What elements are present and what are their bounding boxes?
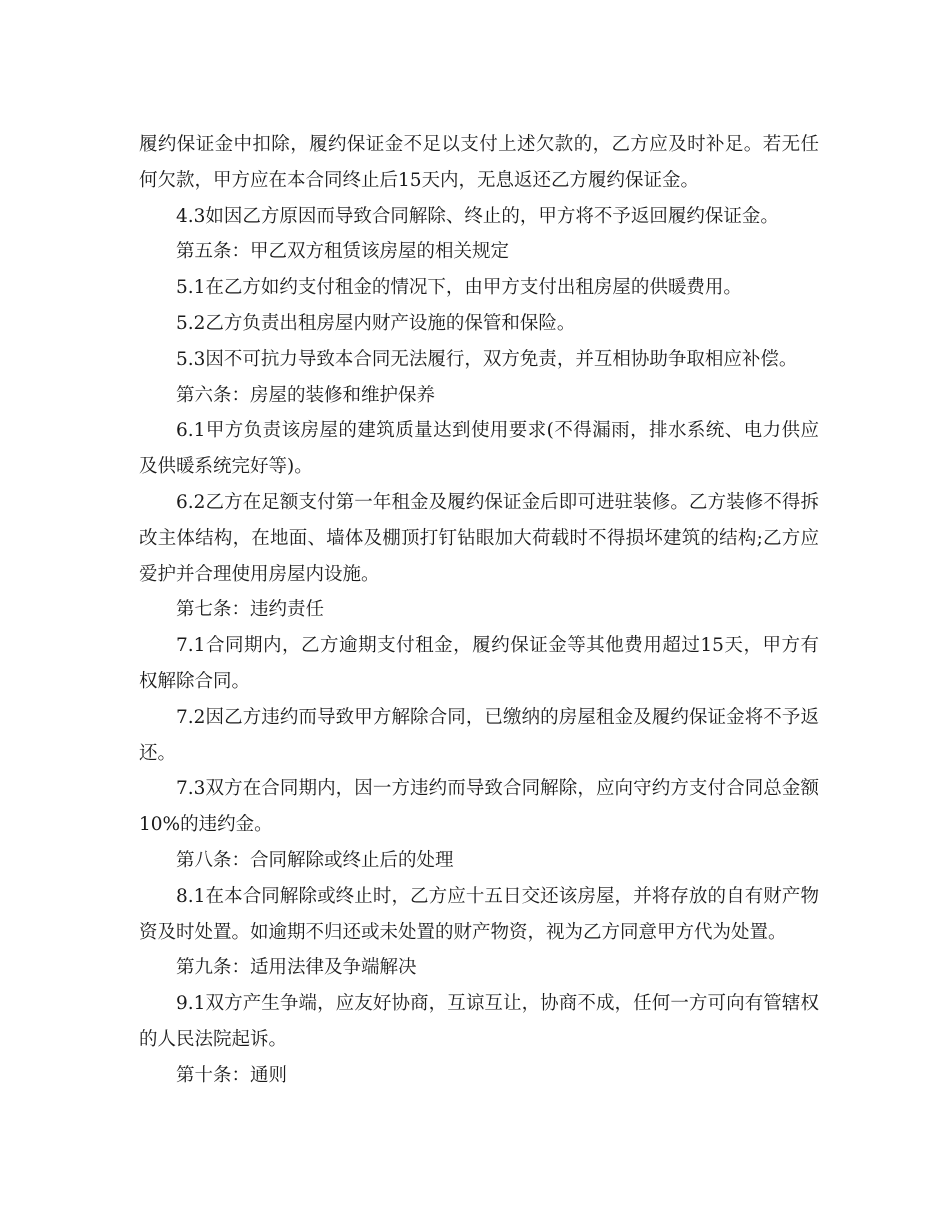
article-8-heading: 第八条：合同解除或终止后的处理 [176, 849, 454, 871]
paragraph-deposit-deduction: 履约保证金中扣除，履约保证金不足以支付上述欠款的，乙方应及时补足。若无任何欠款，甲方应在本合同终止后15天内，无息返还乙方履约保证金。 [139, 134, 819, 191]
clause-7-2: 7.2因乙方违约而导致甲方解除合同，已缴纳的房屋租金及履约保证金将不予返还。 [139, 706, 819, 764]
article-5-heading: 第五条：甲乙双方租赁该房屋的相关规定 [176, 241, 510, 263]
clause-4-3: 4.3如因乙方原因而导致合同解除、终止的，甲方将不予返回履约保证金。 [176, 205, 779, 227]
clause-6-2: 6.2乙方在足额支付第一年租金及履约保证金后即可进驻装修。乙方装修不得拆改主体结构，在地面、墙体及棚顶打钉钻眼加大荷载时不得损坏建筑的结构;乙方应爱护并合理使用房屋内设施。 [139, 491, 819, 585]
article-10-heading: 第十条：通则 [176, 1064, 288, 1086]
clause-9-1: 9.1双方产生争端，应友好协商，互谅互让，协商不成，任何一方可向有管辖权的人民法院起诉。 [139, 993, 819, 1050]
clause-8-1: 8.1在本合同解除或终止时，乙方应十五日交还该房屋，并将存放的自有财产物资及时处置。如逾期不归还或未处置的财产物资，视为乙方同意甲方代为处置。 [139, 885, 819, 943]
document-body [139, 127, 819, 1094]
clause-5-2: 5.2乙方负责出租房屋内财产设施的保管和保险。 [176, 312, 576, 334]
clause-7-1: 7.1合同期内，乙方逾期支付租金，履约保证金等其他费用超过15天，甲方有权解除合同。 [139, 635, 819, 692]
clause-5-3: 5.3因不可抗力导致本合同无法履行，双方免责，并互相协助争取相应补偿。 [176, 348, 798, 370]
article-6-heading: 第六条：房屋的装修和维护保养 [176, 384, 436, 406]
clause-5-1: 5.1在乙方如约支付租金的情况下，由甲方支付出租房屋的供暖费用。 [176, 277, 742, 299]
article-7-heading: 第七条：违约责任 [176, 599, 325, 621]
article-9-heading: 第九条：适用法律及争端解决 [176, 957, 417, 979]
clause-6-1: 6.1甲方负责该房屋的建筑质量达到使用要求(不得漏雨，排水系统、电力供应及供暖系统完好等)。 [139, 420, 819, 478]
clause-7-3: 7.3双方在合同期内，因一方违约而导致合同解除，应向守约方支付合同总金额10%的违约金。 [139, 778, 819, 836]
